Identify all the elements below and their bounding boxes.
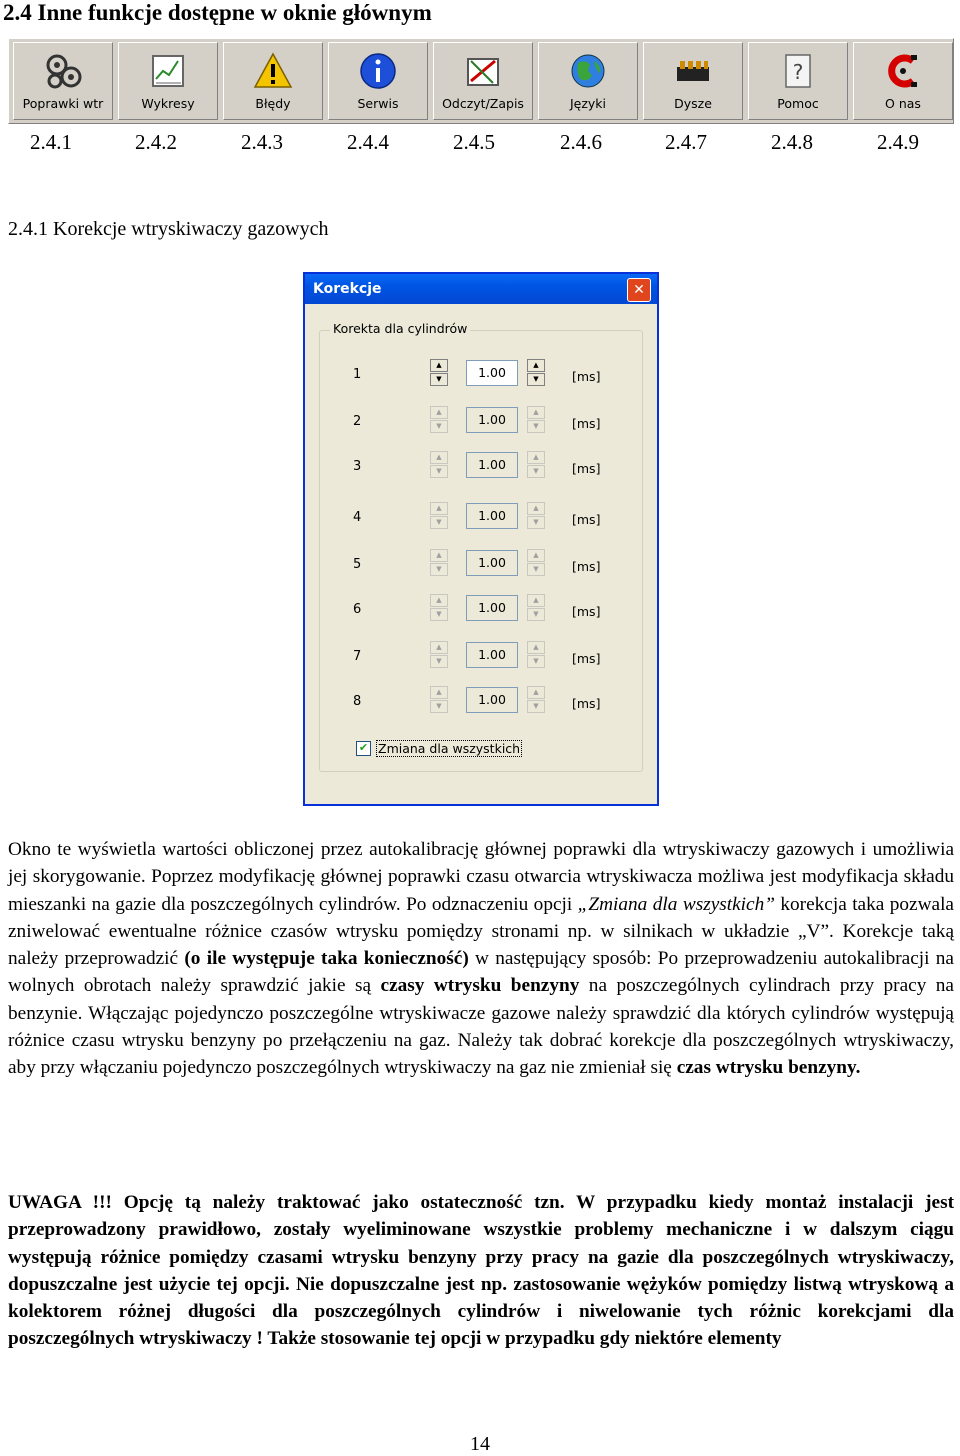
up-arrow-icon[interactable]: ▲ bbox=[430, 359, 448, 372]
down-arrow-icon[interactable]: ▼ bbox=[527, 563, 545, 576]
up-arrow-icon[interactable]: ▲ bbox=[430, 451, 448, 464]
toolbar-button-poprawki[interactable] bbox=[13, 42, 113, 120]
checkbox-label[interactable]: Zmiana dla wszystkich bbox=[378, 741, 521, 756]
unit-label: [ms] bbox=[572, 651, 601, 666]
toolbar-button-label: Błędy bbox=[255, 96, 291, 111]
up-arrow-icon[interactable]: ▲ bbox=[430, 594, 448, 607]
down-arrow-icon[interactable]: ▼ bbox=[430, 373, 448, 386]
read-write-icon bbox=[463, 51, 503, 91]
warning-paragraph: UWAGA !!! Opcję tą należy traktować jako ostateczność tzn. W przypadku kiedy montaż instalacji jest przeprowadzony prawidłowo, zostały wyeliminowane wszystkie problemy mechaniczne i w dalszym ciągu występują różnice pomiędzy czasami wtrysku benzyny przy pracy na gazie dla poszczególnych wtryskiwaczy, dopuszczalne jest użycie tej opcji. Nie dopuszczalne jest np. zastosowanie wężyków pomiędzy listwą wtryskową a kolektorem różnej długości dla poszczególnych cylindrów i niwelowanie tych różnic korekcjami dla poszczególnych wtryskiwaczy ! Także stosowanie tej opcji w przypadku gdy niektóre elementy bbox=[8, 1192, 954, 1350]
logo-icon bbox=[883, 51, 923, 91]
group-title: Korekta dla cylindrów bbox=[330, 321, 470, 336]
unit-label: [ms] bbox=[572, 696, 601, 711]
cylinder-number: 8 bbox=[353, 694, 362, 709]
down-arrow-icon[interactable]: ▼ bbox=[527, 608, 545, 621]
close-icon: ✕ bbox=[633, 282, 645, 298]
toolbar-button-pomoc[interactable] bbox=[748, 42, 848, 120]
down-arrow-icon[interactable]: ▼ bbox=[527, 465, 545, 478]
toolbar-button-serwis[interactable] bbox=[328, 42, 428, 120]
up-arrow-icon[interactable]: ▲ bbox=[527, 686, 545, 699]
cylinder-group bbox=[319, 321, 643, 772]
toolbar-button-label: Wykresy bbox=[141, 96, 195, 111]
right-spinner[interactable] bbox=[527, 641, 545, 669]
main-toolbar bbox=[8, 38, 954, 124]
cylinder-row-8 bbox=[320, 686, 642, 720]
left-spinner[interactable] bbox=[430, 686, 448, 714]
right-spinner[interactable] bbox=[527, 502, 545, 530]
left-spinner[interactable] bbox=[430, 359, 448, 387]
page-number: 14 bbox=[470, 1433, 490, 1455]
down-arrow-icon[interactable]: ▼ bbox=[527, 700, 545, 713]
toolbar-button-odczyt-zapis[interactable] bbox=[433, 42, 533, 120]
zmiana-checkbox[interactable] bbox=[356, 741, 371, 756]
up-arrow-icon[interactable]: ▲ bbox=[527, 451, 545, 464]
section-link[interactable]: 2.4.9 bbox=[877, 130, 919, 154]
cylinder-row-2 bbox=[320, 406, 642, 440]
nozzles-icon bbox=[673, 51, 713, 91]
up-arrow-icon[interactable]: ▲ bbox=[527, 641, 545, 654]
left-spinner[interactable] bbox=[430, 549, 448, 577]
toolbar-button-label: Poprawki wtr bbox=[22, 96, 104, 111]
toolbar-button-label: O nas bbox=[885, 96, 921, 111]
cylinder-number: 7 bbox=[353, 649, 362, 664]
cylinder-row-6 bbox=[320, 594, 642, 628]
text-run: na poszczególnych cylindrach przy pracy na benzynie. Włączając pojedynczo poszczególne wtryskiwacze gazowe należy sprawdzić dla których cylindrów występują różnice czasu wtrysku benzyny po przełączeniu na gaz. Należy tak dobrać korekcje dla poszczególnych wtryskiwaczy, aby przy włączaniu pojedynczo poszczególnych wtryskiwaczy na gaz nie zmieniał się bbox=[8, 975, 954, 1079]
cylinder-row-4 bbox=[320, 502, 642, 536]
correction-field[interactable]: 1.00 bbox=[466, 503, 518, 529]
down-arrow-icon[interactable]: ▼ bbox=[527, 373, 545, 386]
checkmark-icon: ✔ bbox=[358, 741, 369, 754]
gears-icon bbox=[43, 51, 83, 91]
correction-field[interactable]: 1.00 bbox=[466, 642, 518, 668]
down-arrow-icon[interactable]: ▼ bbox=[430, 420, 448, 433]
close-button[interactable] bbox=[627, 278, 651, 302]
up-arrow-icon[interactable]: ▲ bbox=[430, 641, 448, 654]
chart-icon bbox=[148, 51, 188, 91]
left-spinner[interactable] bbox=[430, 594, 448, 622]
section-link[interactable]: 2.4.1 bbox=[30, 130, 72, 154]
description-paragraph bbox=[8, 836, 954, 1082]
dialog-title: Korekcje bbox=[313, 281, 382, 297]
cylinder-number: 3 bbox=[353, 459, 362, 474]
cylinder-number: 2 bbox=[353, 414, 362, 429]
unit-label: [ms] bbox=[572, 512, 601, 527]
toolbar-button-wykresy[interactable] bbox=[118, 42, 218, 120]
down-arrow-icon[interactable]: ▼ bbox=[430, 563, 448, 576]
unit-label: [ms] bbox=[572, 461, 601, 476]
toolbar-button-label: Odczyt/Zapis bbox=[442, 96, 524, 111]
right-spinner[interactable] bbox=[527, 406, 545, 434]
bold-run: (o ile występuje taka konieczność) bbox=[184, 948, 469, 970]
down-arrow-icon[interactable]: ▼ bbox=[430, 655, 448, 668]
cylinder-row-1 bbox=[320, 359, 642, 393]
section-link[interactable]: 2.4.3 bbox=[241, 130, 283, 154]
left-spinner[interactable] bbox=[430, 406, 448, 434]
right-spinner[interactable] bbox=[527, 594, 545, 622]
toolbar-button-jezyki[interactable] bbox=[538, 42, 638, 120]
down-arrow-icon[interactable]: ▼ bbox=[527, 655, 545, 668]
help-icon bbox=[778, 51, 818, 91]
toolbar-button-label: Pomoc bbox=[777, 96, 819, 111]
toolbar-button-o-nas[interactable] bbox=[853, 42, 953, 120]
warning-icon bbox=[253, 51, 293, 91]
left-spinner[interactable] bbox=[430, 451, 448, 479]
left-spinner[interactable] bbox=[430, 641, 448, 669]
down-arrow-icon[interactable]: ▼ bbox=[527, 420, 545, 433]
up-arrow-icon[interactable]: ▲ bbox=[527, 406, 545, 419]
cylinder-number: 1 bbox=[353, 367, 362, 382]
korekcje-dialog bbox=[303, 272, 659, 806]
correction-field[interactable]: 1.00 bbox=[466, 452, 518, 478]
cylinder-row-7 bbox=[320, 641, 642, 675]
section-link[interactable]: 2.4.6 bbox=[560, 130, 602, 154]
correction-field[interactable]: 1.00 bbox=[466, 687, 518, 713]
up-arrow-icon[interactable]: ▲ bbox=[527, 502, 545, 515]
info-icon bbox=[358, 51, 398, 91]
bold-run: czasy wtrysku benzyny bbox=[380, 975, 580, 997]
section-link[interactable]: 2.4.4 bbox=[347, 130, 389, 154]
dialog-titlebar[interactable] bbox=[305, 274, 657, 304]
cylinder-row-5 bbox=[320, 549, 642, 583]
toolbar-button-label: Dysze bbox=[674, 96, 712, 111]
text-run: korekcja taka pozwala zniwelować ewentualne różnice czasów wtrysku pomiędzy stronami np. w silnikach w układzie „V”. Korekcje taką należy przeprowadzić bbox=[8, 893, 954, 970]
bold-run: czas wtrysku benzyny. bbox=[676, 1057, 861, 1079]
svg-text:?: ? bbox=[792, 60, 804, 84]
down-arrow-icon[interactable]: ▼ bbox=[430, 516, 448, 529]
up-arrow-icon[interactable]: ▲ bbox=[527, 359, 545, 372]
section-title: 2.4 Inne funkcje dostępne w oknie głównym bbox=[3, 0, 432, 25]
unit-label: [ms] bbox=[572, 559, 601, 574]
correction-field[interactable]: 1.00 bbox=[466, 360, 518, 386]
italic-run: „Zmiana dla wszystkich” bbox=[577, 893, 775, 915]
toolbar-button-dysze[interactable] bbox=[643, 42, 743, 120]
cylinder-number: 6 bbox=[353, 602, 362, 617]
down-arrow-icon[interactable]: ▼ bbox=[430, 465, 448, 478]
cylinder-row-3 bbox=[320, 451, 642, 485]
up-arrow-icon[interactable]: ▲ bbox=[430, 502, 448, 515]
unit-label: [ms] bbox=[572, 369, 601, 384]
correction-field[interactable]: 1.00 bbox=[466, 595, 518, 621]
cylinder-number: 4 bbox=[353, 510, 362, 525]
section-link[interactable]: 2.4.7 bbox=[665, 130, 707, 154]
section-link[interactable]: 2.4.8 bbox=[771, 130, 813, 154]
unit-label: [ms] bbox=[572, 416, 601, 431]
up-arrow-icon[interactable]: ▲ bbox=[430, 549, 448, 562]
section-link[interactable]: 2.4.2 bbox=[135, 130, 177, 154]
globe-icon bbox=[568, 51, 608, 91]
right-spinner[interactable] bbox=[527, 451, 545, 479]
left-spinner[interactable] bbox=[430, 502, 448, 530]
text-run: Okno te wyświetla wartości obliczonej przez autokalibrację głównej poprawki dla wtryskiwaczy gazowych i umożliwia jej skorygowanie. Poprzez modyfikację głównej poprawki czasu otwarcia wtryskiwacza możliwa jest modyfikacja składu mieszanki na gazie dla poszczególnych cylindrów. Po odznaczeniu opcji bbox=[8, 839, 954, 915]
down-arrow-icon[interactable]: ▼ bbox=[430, 608, 448, 621]
unit-label: [ms] bbox=[572, 604, 601, 619]
up-arrow-icon[interactable]: ▲ bbox=[430, 686, 448, 699]
toolbar-button-bledy[interactable] bbox=[223, 42, 323, 120]
cylinder-number: 5 bbox=[353, 557, 362, 572]
right-spinner[interactable] bbox=[527, 549, 545, 577]
correction-field[interactable]: 1.00 bbox=[466, 407, 518, 433]
right-spinner[interactable] bbox=[527, 359, 545, 387]
correction-field[interactable]: 1.00 bbox=[466, 550, 518, 576]
up-arrow-icon[interactable]: ▲ bbox=[527, 594, 545, 607]
toolbar-button-label: Serwis bbox=[357, 96, 399, 111]
text-run: w następujący sposób: Po przeprowadzeniu autokalibracji na wolnych obrotach należy sprawdzić jakie są bbox=[8, 948, 954, 997]
down-arrow-icon[interactable]: ▼ bbox=[430, 700, 448, 713]
right-spinner[interactable] bbox=[527, 686, 545, 714]
down-arrow-icon[interactable]: ▼ bbox=[527, 516, 545, 529]
subsection-title: 2.4.1 Korekcje wtryskiwaczy gazowych bbox=[8, 218, 329, 240]
up-arrow-icon[interactable]: ▲ bbox=[430, 406, 448, 419]
toolbar-button-label: Języki bbox=[569, 96, 607, 111]
up-arrow-icon[interactable]: ▲ bbox=[527, 549, 545, 562]
section-link[interactable]: 2.4.5 bbox=[453, 130, 495, 154]
